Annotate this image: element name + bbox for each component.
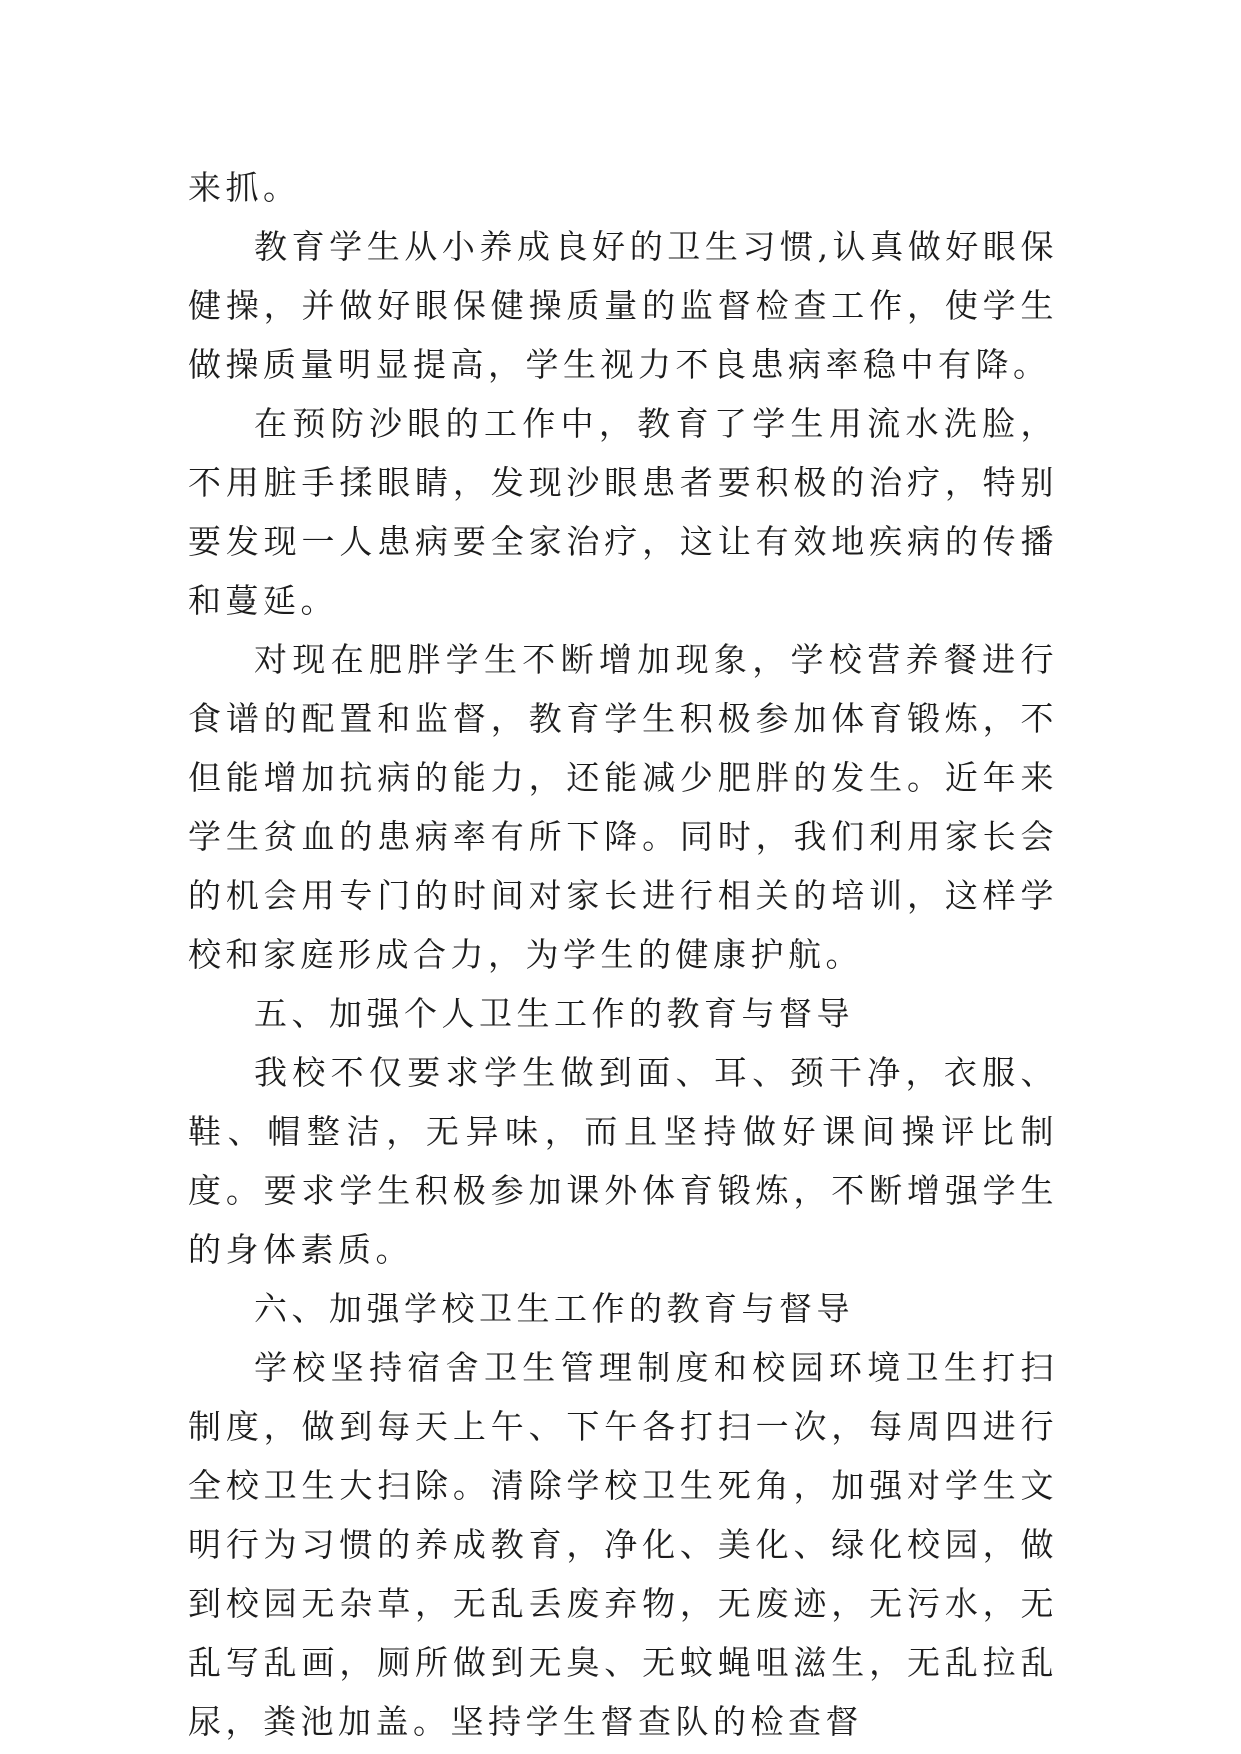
paragraph-personal-hygiene: 我校不仅要求学生做到面、耳、颈干净，衣服、鞋、帽整洁，无异味，而且坚持做好课间操评比制度。要求学生积极参加课外体育锻炼，不断增强学生的身体素质。	[188, 1053, 1058, 1269]
paragraph-trachoma: 在预防沙眼的工作中，教育了学生用流水洗脸，不用脏手揉眼睛，发现沙眼患者要积极的治疗，特别要发现一人患病要全家治疗，这让有效地疾病的传播和蔓延。	[188, 404, 1058, 620]
paragraph-continuation: 来抓。	[188, 168, 301, 207]
paragraph-school-hygiene: 学校坚持宿舍卫生管理制度和校园环境卫生打扫制度，做到每天上午、下午各打扫一次，每周四进行全校卫生大扫除。清除学校卫生死角，加强对学生文明行为习惯的养成教育，净化、美化、绿化校园，做到校园无杂草，无乱丢废弃物，无废迹，无污水，无乱写乱画，厕所做到无臭、无蚊蝇咀滋生，无乱拉乱尿，粪池加盖。坚持学生督查队的检查督	[188, 1348, 1058, 1741]
paragraph-obesity: 对现在肥胖学生不断增加现象，学校营养餐进行食谱的配置和监督，教育学生积极参加体育锻炼，不但能增加抗病的能力，还能减少肥胖的发生。近年来学生贫血的患病率有所下降。同时，我们利用家长会的机会用专门的时间对家长进行相关的培训，这样学校和家庭形成合力，为学生的健康护航。	[188, 640, 1058, 974]
section-heading-6: 六、加强学校卫生工作的教育与督导	[254, 1289, 854, 1328]
paragraph-eye-exercises: 教育学生从小养成良好的卫生习惯,认真做好眼保健操，并做好眼保健操质量的监督检查工作，使学生做操质量明显提高，学生视力不良患病率稳中有降。	[188, 227, 1058, 384]
section-heading-5: 五、加强个人卫生工作的教育与督导	[254, 994, 854, 1033]
document-body	[188, 158, 1058, 1751]
